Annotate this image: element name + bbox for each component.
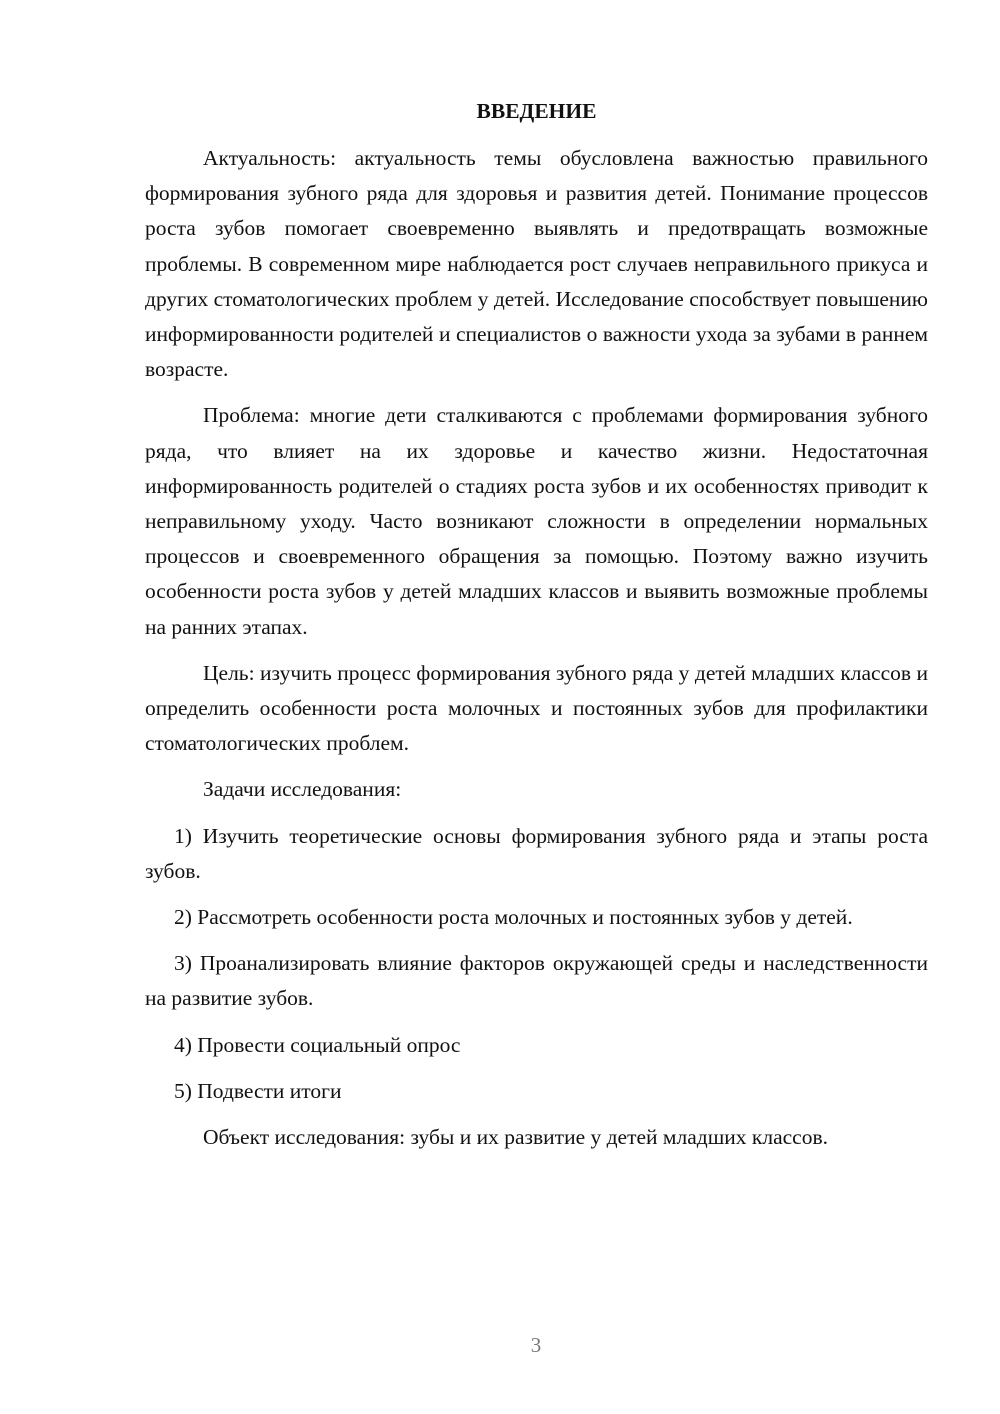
paragraph-tasks-heading: Задачи исследования: — [203, 777, 402, 802]
paragraph-problem: Проблема: многие дети сталкиваются с проблемами формирования зубного ряда, что влияет на их здоровье и качество жизни. Недостаточная информированность родителей о стадиях роста зубов и их особенностях приводит к неправильному уходу. Часто возникают сложности в определении нормальных процессов и своевременного обращения за помощью. Поэтому важно изучить особенности роста зубов у детей младших классов и выявить возможные проблемы на ранних этапах. — [145, 403, 928, 639]
task-item: 3) Проанализировать влияние факторов окружающей среды и наследственности на развитие зубов. — [145, 951, 928, 1011]
task-item: 1) Изучить теоретические основы формирования зубного ряда и этапы роста зубов. — [145, 823, 928, 883]
paragraph-goal: Цель: изучить процесс формирования зубного ряда у детей младших классов и определить особенности роста молочных и постоянных зубов для профилактики стоматологических проблем. — [145, 660, 928, 756]
task-item: 5) Подвести итоги — [174, 1078, 342, 1103]
section-title: ВВЕДЕНИЕ — [476, 99, 597, 123]
page-number: 3 — [530, 1333, 542, 1357]
task-item: 2) Рассмотреть особенности роста молочных и постоянных зубов у детей. — [174, 905, 853, 930]
page-content — [145, 94, 928, 1166]
paragraph-relevance: Актуальность: актуальность темы обусловлена важностью правильного формирования зубного ряда для здоровья и развития детей. Понимание процессов роста зубов помогает своевременно выявлять и предотвращать возможные проблемы. В современном мире наблюдается рост случаев неправильного прикуса и других стоматологических проблем у детей. Исследование способствует повышению информированности родителей и специалистов о важности ухода за зубами в раннем возрасте. — [145, 146, 928, 382]
paragraph-object: Объект исследования: зубы и их развитие у детей младших классов. — [203, 1125, 829, 1150]
task-item: 4) Провести социальный опрос — [174, 1032, 461, 1057]
